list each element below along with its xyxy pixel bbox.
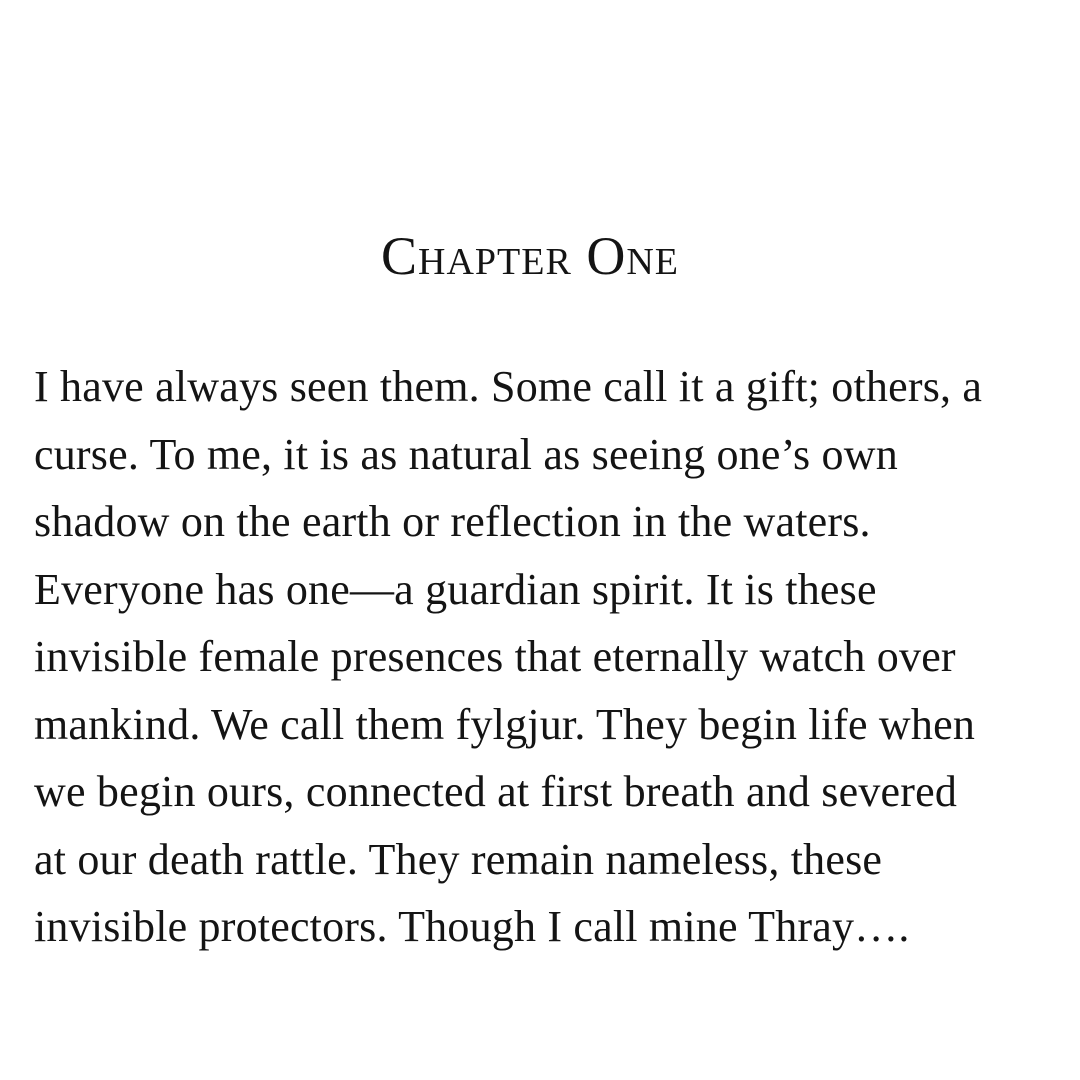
paragraph-line: curse. To me, it is as natural as seeing one’s own [34, 429, 898, 479]
paragraph-line: at our death rattle. They remain nameless, these [34, 834, 883, 884]
paragraph-line: I have always seen them. Some call it a gift; others, a [34, 362, 983, 411]
paragraph-line: invisible protectors. Though I call mine Thray…. [34, 902, 910, 951]
chapter-paragraph [34, 353, 1054, 961]
paragraph-line: invisible female presences that eternally watch over [34, 632, 956, 681]
paragraph-line: Everyone has one—a guardian spirit. It is these [34, 564, 877, 614]
paragraph-line: shadow on the earth or reflection in the waters. [34, 497, 871, 546]
paragraph-line: mankind. We call them fylgjur. They begin life when [34, 699, 976, 749]
paragraph-line: we begin ours, connected at first breath and severed [34, 767, 958, 816]
chapter-heading: Chapter One [381, 226, 679, 286]
